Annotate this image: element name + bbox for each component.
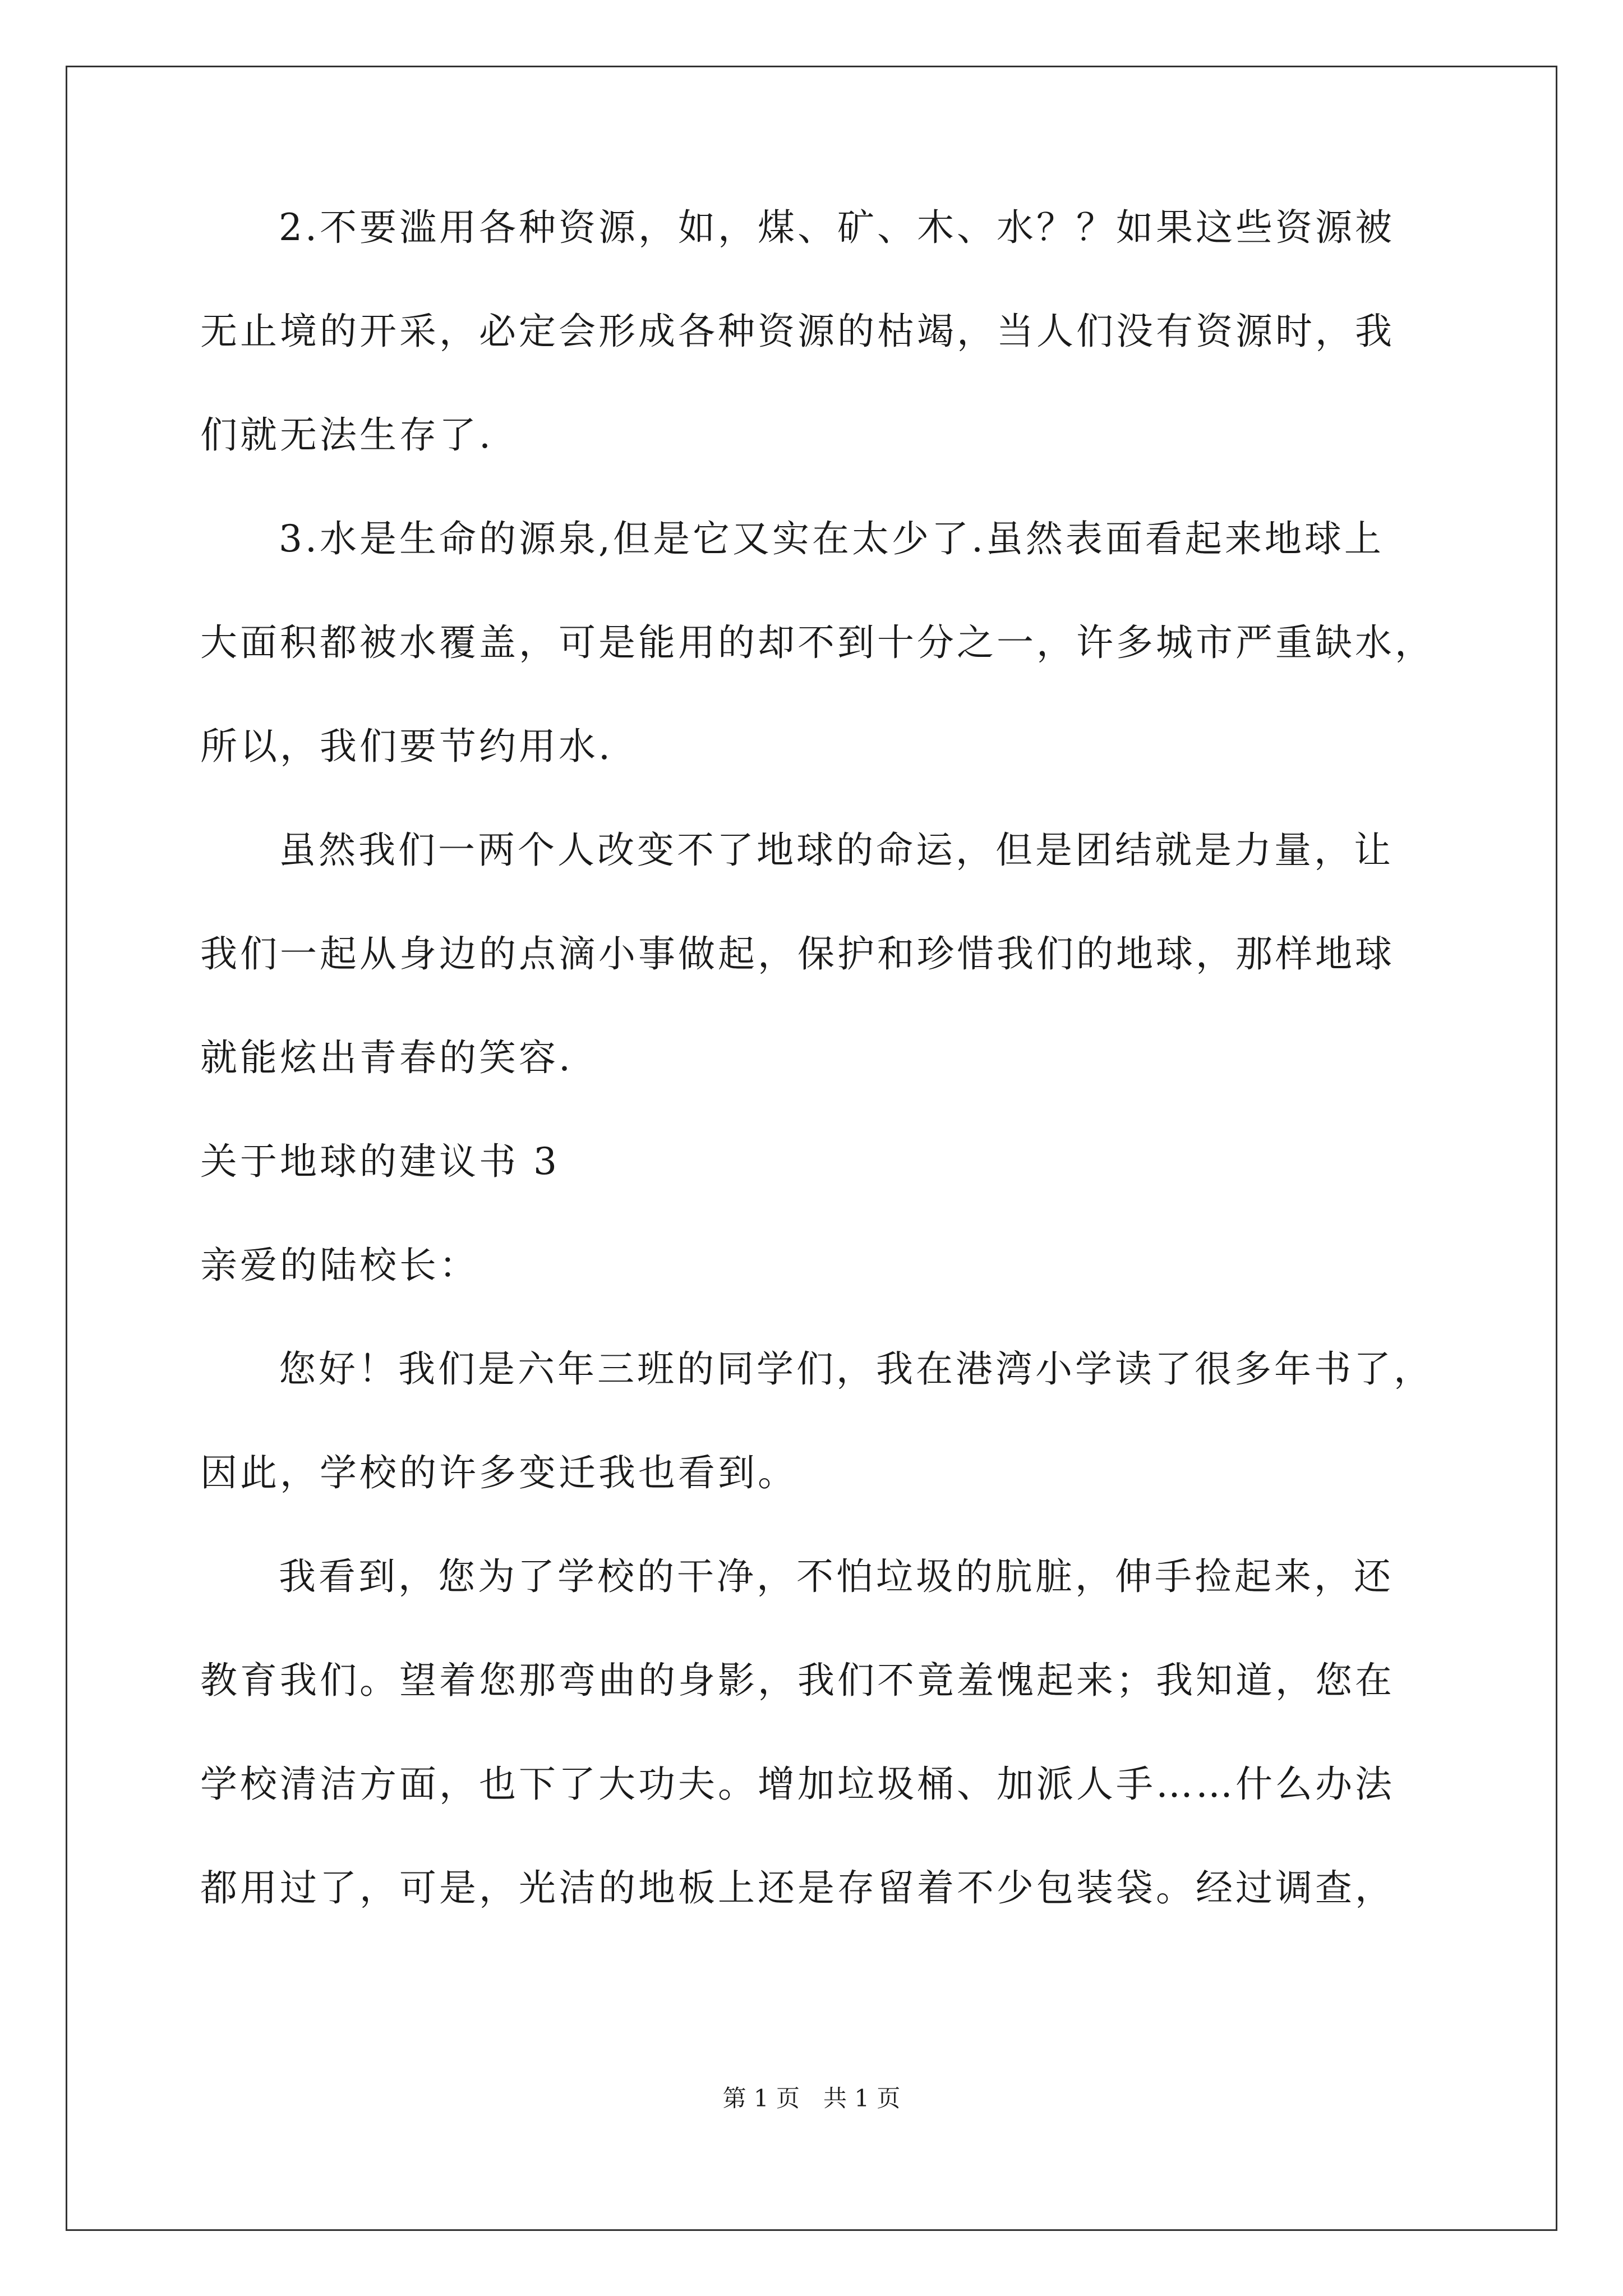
closing-paragraph-line-2: 我们一起从身边的点滴小事做起，保护和珍惜我们的地球，那样地球 xyxy=(200,932,1395,976)
paragraph-3-line-2: 大面积都被水覆盖，可是能用的却不到十分之一，许多城市严重缺水， xyxy=(200,621,1435,664)
letter-paragraph-2-line-4: 都用过了，可是，光洁的地板上还是存留着不少包装袋。经过调查， xyxy=(200,1866,1395,1910)
letter-paragraph-2-line-2: 教育我们。望着您那弯曲的身影，我们不竟羞愧起来；我知道，您在 xyxy=(200,1659,1395,1702)
paragraph-3-line-3: 所以，我们要节约用水. xyxy=(200,725,613,768)
closing-paragraph-line-3: 就能炫出青春的笑容. xyxy=(200,1036,573,1079)
page-number-footer: 第 1 页 共 1 页 xyxy=(722,2085,901,2112)
salutation: 亲爱的陆校长： xyxy=(200,1244,479,1287)
letter-paragraph-2-line-3: 学校清洁方面，也下了大功夫。增加垃圾桶、加派人手……什么办法 xyxy=(200,1763,1395,1806)
closing-paragraph-line-1: 虽然我们一两个人改变不了地球的命运，但是团结就是力量，让 xyxy=(279,829,1394,872)
paragraph-2-line-1: 2.不要滥用各种资源，如，煤、矿、木、水？？如果这些资源被 xyxy=(279,206,1395,249)
paragraph-2-line-2: 无止境的开采，必定会形成各种资源的枯竭，当人们没有资源时，我 xyxy=(200,310,1395,353)
section-title: 关于地球的建议书 3 xyxy=(200,1140,560,1183)
paragraph-3-line-1: 3.水是生命的源泉,但是它又实在太少了.虽然表面看起来地球上 xyxy=(279,517,1384,560)
letter-paragraph-1-line-1: 您好！我们是六年三班的同学们，我在港湾小学读了很多年书了， xyxy=(279,1347,1433,1391)
letter-paragraph-2-line-1: 我看到，您为了学校的干净，不怕垃圾的肮脏，伸手捡起来，还 xyxy=(279,1555,1394,1598)
paragraph-2-line-3: 们就无法生存了. xyxy=(200,413,494,457)
letter-paragraph-1-line-2: 因此，学校的许多变迁我也看到。 xyxy=(200,1451,797,1494)
